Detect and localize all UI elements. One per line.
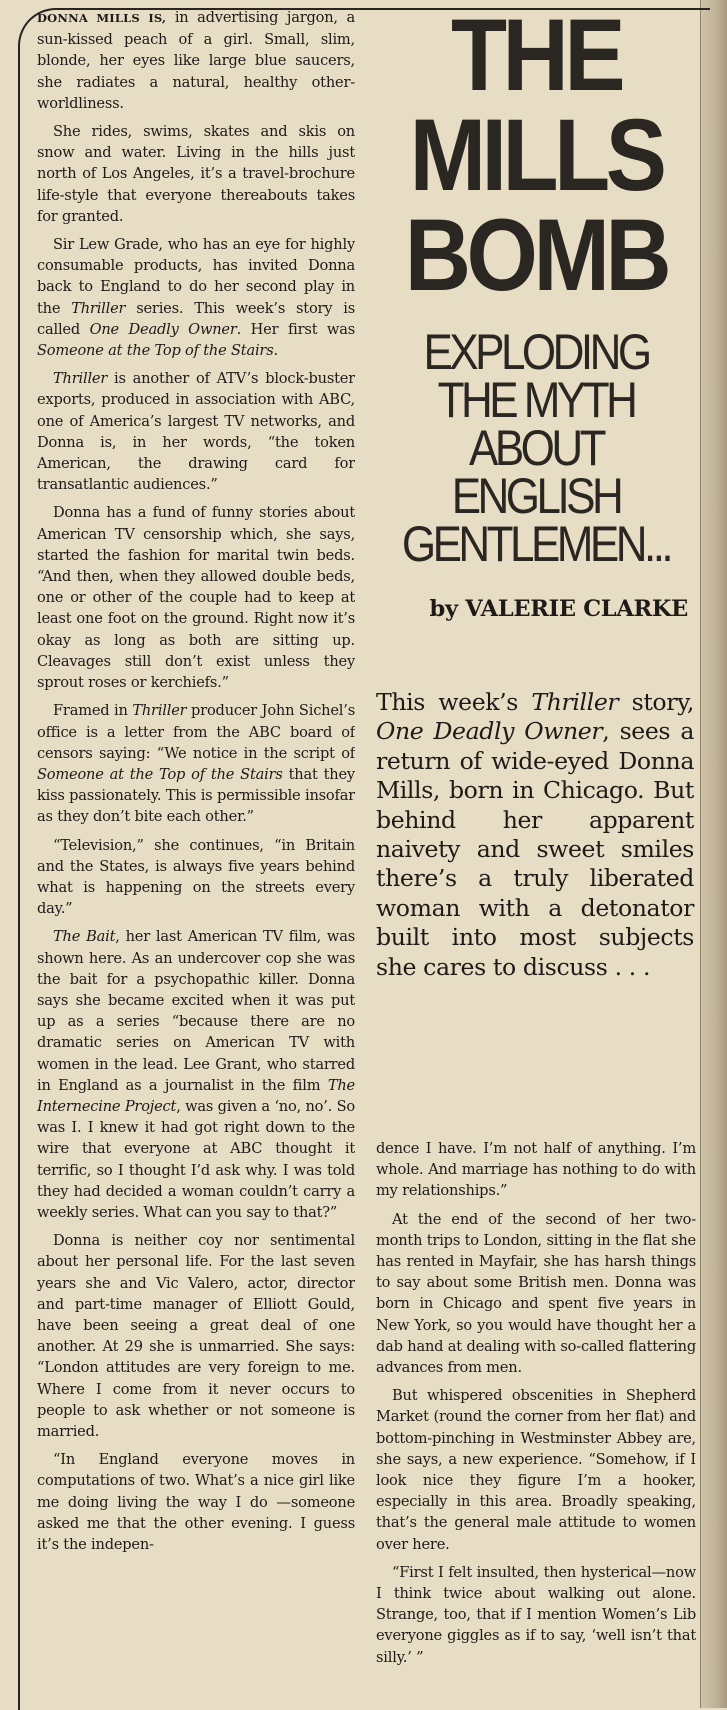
headline-line-2: MILLS <box>409 98 663 212</box>
paragraph-7: “Television,” she continues, “in Britain and the States, is always five years behind what is happening on the streets every day.” <box>37 836 355 918</box>
paragraph-1: DONNA MILLS IS, in advertising jargon, a sun-kissed peach of a girl. Small, slim, blonde, her eyes like large blue saucers, she radiates a natural, healthy other-worldliness. <box>37 9 355 112</box>
paragraph-9: Donna is neither coy nor sentimental about her personal life. For the last seven years she and Vic Valero, actor, director and part-time manager of Elliott Gould, have been seeing a great deal of one another. At 29 she is unmarried. She says: “London attitudes are very foreign to me. Where I come from it never occurs to people to ask whether or not someone is married. <box>37 1232 355 1440</box>
paragraph-8: The Bait, her last American TV film, was shown here. As an undercover cop she was the bait for a psychopathic killer. Donna says she became excited when it was put up as a series “because there are no dramatic series on American TV with women in the lead. Lee Grant, who starred in England as a journalist in the film The Internecine Project, was given a ‘no, no’. So was I. I knew it had got right down to the wire that everyone at ABC thought it terrific, so I thought I’d ask why. I was told they had decided a woman couldn’t carry a weekly series. What can you say to that?” <box>37 928 355 1221</box>
subhead-line-3: ABOUT <box>469 420 603 476</box>
paragraph-3: Sir Lew Grade, who has an eye for highly consumable products, has invited Donna back to England to do her second play in the Thriller series. This week’s story is called One Deadly Owner. Her first was Someone at the Top of the Stairs. <box>37 236 355 360</box>
left-column <box>37 7 355 1707</box>
headline-line-3: BOMB <box>404 198 668 312</box>
paragraph-4: Thriller is another of ATV’s block-buster exports, produced in association with ABC, one of America’s largest TV networks, and Donna is, in her words, “the token American, the drawing card for transatlantic audiences.” <box>37 370 355 494</box>
headline-block <box>376 0 696 622</box>
subhead-line-5: GENTLEMEN... <box>401 516 671 572</box>
byline: by VALERIE CLARKE <box>429 596 688 622</box>
headline-line-1: THE <box>450 0 622 112</box>
headline <box>376 0 696 312</box>
paragraph-6: Framed in Thriller producer John Sichel’s office is a letter from the ABC board of censors saying: “We notice in the script of Someone at the Top of the Stairs that they kiss passionately. This is permissible insofar as they don’t bite each other.” <box>37 702 355 826</box>
right-paragraph-3: But whispered obscenities in Shepherd Market (round the corner from her flat) and bottom-pinching in Westminster Abbey are, she says, a new experience. “Somehow, if I look nice they figure I’m a hooker, especially in this area. Broadly speaking, that’s the general male attitude to women over here. <box>376 1387 696 1553</box>
right-paragraph-4: “First I felt insulted, then hysterical—now I think twice about walking out alone. Strange, too, that if I mention Women’s Lib everyone giggles as if to say, ‘well isn’t that silly.’ ” <box>376 1563 696 1666</box>
lead-caps: DONNA MILLS IS, <box>37 11 167 25</box>
paragraph-10: “In England everyone moves in computations of two. What’s a nice girl like me doing living the way I do —someone asked me that the other evening. I guess it’s the indepen- <box>37 1451 355 1554</box>
right-paragraph-1: dence I have. I’m not half of anything. I’m whole. And marriage has nothing to do with my relationships.” <box>376 1140 696 1200</box>
subhead <box>395 324 677 572</box>
paragraph-5: Donna has a fund of funny stories about American TV censorship which, she says, started the fashion for marital twin beds. “And then, when they allowed double beds, one or other of the couple had to keep at least one foot on the ground. Right now it’s okay as long as both are sitting up. Cleavages still don’t exist unless they sprout roses or kerchiefs.” <box>37 504 355 692</box>
subhead-line-4: ENGLISH <box>451 468 621 524</box>
paragraph-2: She rides, swims, skates and skis on snow and water. Living in the hills just north of Los Angeles, it’s a travel-brochure life-style that everyone thereabouts takes for granted. <box>37 123 355 225</box>
subhead-line-1: EXPLODING <box>423 324 649 380</box>
right-column <box>376 1138 696 1675</box>
right-paragraph-2: At the end of the second of her two-month trips to London, sitting in the flat she has rented in Mayfair, she has harsh things to say about some British men. Donna was born in Chicago and spent five years in New York, so you would have thought her a dab hand at dealing with so-called flattering advances from men. <box>376 1210 696 1377</box>
standfirst: This week’s Thriller story, One Deadly Owner, sees a return of wide-eyed Donna Mills, born in Chicago. But behind her apparent naivety and sweet smiles there’s a truly liberated woman with a detonator built into most subjects she cares to discuss . . . <box>376 688 695 981</box>
subhead-line-2: THE MYTH <box>437 372 635 428</box>
